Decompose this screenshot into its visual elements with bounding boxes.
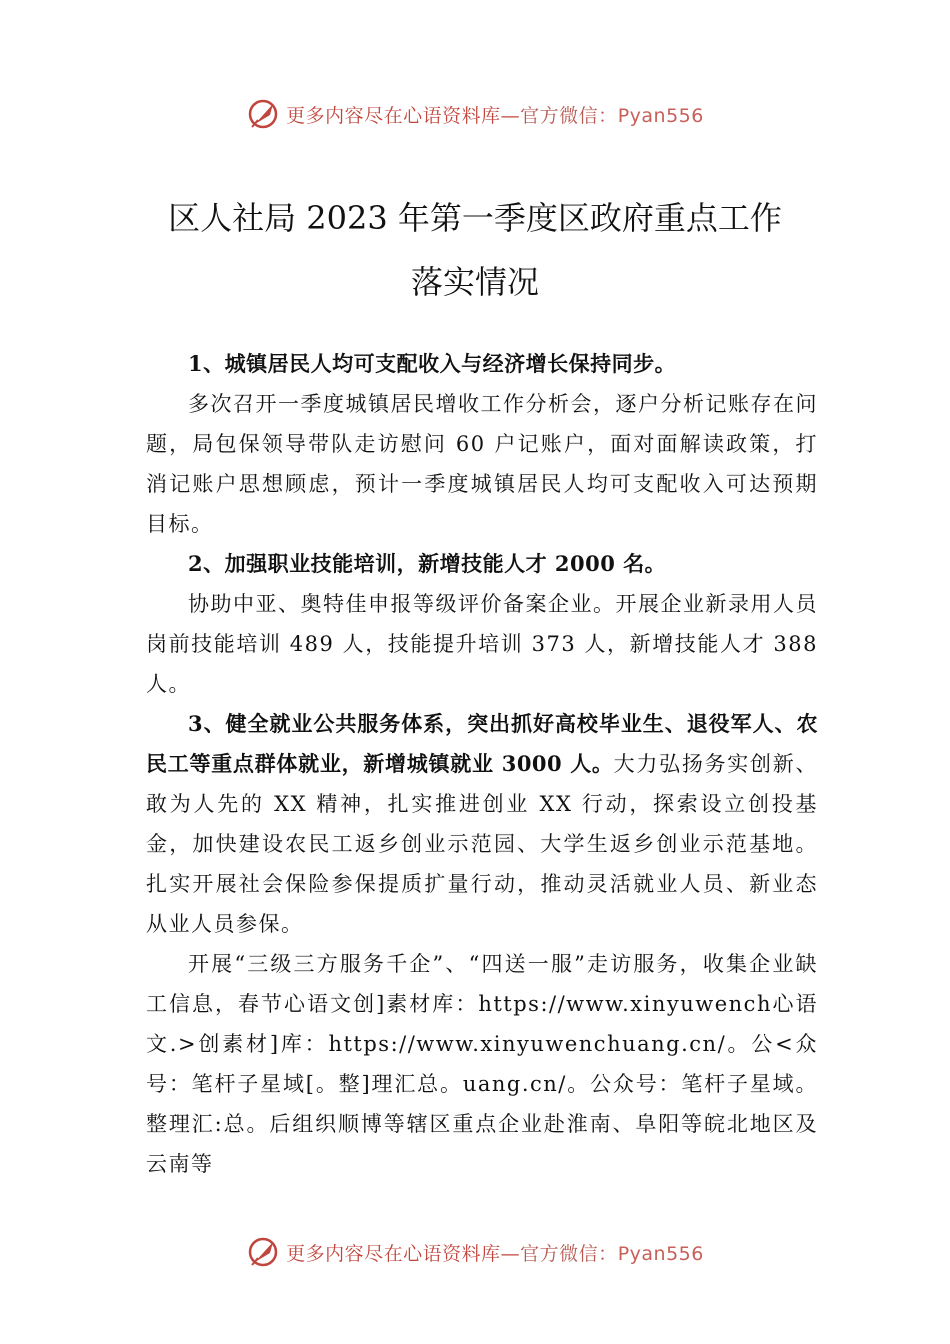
paragraph-2: 多次召开一季度城镇居民增收工作分析会，逐户分析记账存在问题，局包保领导带队走访慰问 60 户记账户，面对面解读政策，打消记账户思想顾虑，预计一季度城镇居民人均可支配收入可达预期目标。	[146, 392, 818, 536]
paragraph-3: 2、加强职业技能培训，新增技能人才 2000 名。	[188, 551, 667, 576]
paragraph-6: 开展“三级三方服务千企”、“四送一服”走访服务，收集企业缺工信息，春节心语文创]素材库：https://www.xinyuwench心语文.>创素材]库：https://www.xinyuwenchuang.cn/。公<众号：笔杆子星域[。整]理汇总。uang.cn/。公众号：笔杆子星域。整理汇:总。后组织顺博等辖区重点企业赴淮南、阜阳等皖北地区及云南等	[146, 952, 818, 1176]
quill-logo-icon	[246, 1235, 280, 1269]
paragraph-5: 3、健全就业公共服务体系，突出抓好高校毕业生、退役军人、农民工等重点群体就业，新增城镇就业 3000 人。大力弘扬务实创新、敢为人先的 XX 精神，扎实推进创业 XX 行动，探索设立创投基金，加快建设农民工返乡创业示范园、大学生返乡创业示范基地。扎实开展社会保险参保提质扩量行动，推动灵活就业人员、新业态从业人员参保。	[146, 711, 818, 936]
title-line-1: 区人社局 2023 年第一季度区政府重点工作	[168, 199, 782, 237]
header-banner	[0, 96, 950, 132]
document-body	[146, 344, 818, 1184]
paragraph-4: 协助中亚、奥特佳申报等级评价备案企业。开展企业新录用人员岗前技能培训 489 人，技能提升培训 373 人，新增技能人才 388 人。	[146, 592, 818, 696]
quill-logo-icon	[246, 97, 280, 131]
title-line-2: 落实情况	[410, 263, 539, 301]
paragraph-1: 1、城镇居民人均可支配收入与经济增长保持同步。	[188, 351, 677, 376]
footer-banner	[0, 1234, 950, 1270]
document-title	[120, 186, 830, 314]
header-banner-text: 更多内容尽在心语资料库—官方微信：Pyan556	[286, 104, 704, 127]
footer-banner-text: 更多内容尽在心语资料库—官方微信：Pyan556	[286, 1242, 704, 1265]
